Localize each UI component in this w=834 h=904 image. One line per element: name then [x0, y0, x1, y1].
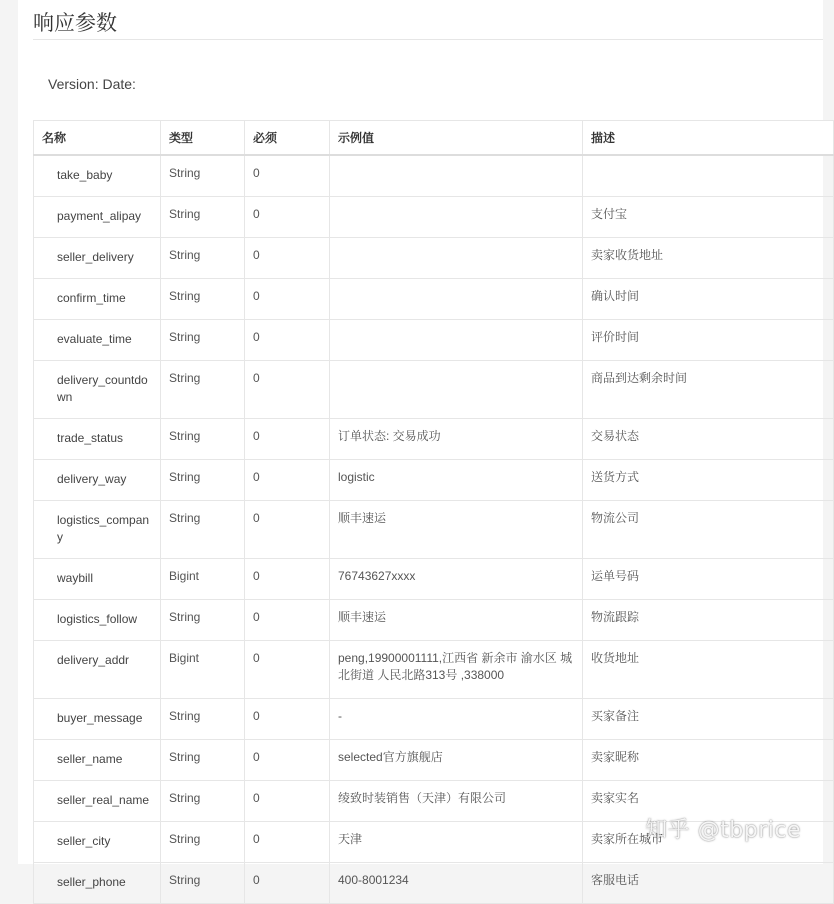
header-required: 必须 [245, 121, 330, 156]
cell-type: String [161, 600, 245, 641]
cell-required: 0 [245, 600, 330, 641]
cell-type: String [161, 501, 245, 559]
cell-example: logistic [330, 460, 583, 501]
cell-required: 0 [245, 320, 330, 361]
cell-example: selected官方旗舰店 [330, 740, 583, 781]
cell-type: String [161, 863, 245, 904]
cell-example: peng,19900001111,江西省 新余市 渝水区 城北街道 人民北路313号 ,338000 [330, 641, 583, 699]
table-row [34, 279, 834, 320]
cell-type: String [161, 320, 245, 361]
cell-required: 0 [245, 419, 330, 460]
table-row [34, 740, 834, 781]
cell-name: buyer_message [34, 699, 161, 740]
cell-description: 买家备注 [583, 699, 834, 740]
cell-type: String [161, 822, 245, 863]
header-description: 描述 [583, 121, 834, 156]
cell-type: String [161, 361, 245, 419]
cell-example [330, 279, 583, 320]
cell-name: confirm_time [34, 279, 161, 320]
cell-name: trade_status [34, 419, 161, 460]
table-row [34, 361, 834, 419]
cell-description: 卖家所在城市 [583, 822, 834, 863]
cell-name: delivery_way [34, 460, 161, 501]
cell-description [583, 155, 834, 197]
cell-example [330, 197, 583, 238]
params-table-container [33, 120, 833, 904]
cell-required: 0 [245, 699, 330, 740]
cell-type: String [161, 460, 245, 501]
header-example: 示例值 [330, 121, 583, 156]
cell-description: 评价时间 [583, 320, 834, 361]
cell-name: evaluate_time [34, 320, 161, 361]
cell-name: waybill [34, 559, 161, 600]
cell-required: 0 [245, 559, 330, 600]
cell-description: 收货地址 [583, 641, 834, 699]
cell-description: 卖家实名 [583, 781, 834, 822]
table-row [34, 559, 834, 600]
title-divider [33, 39, 823, 40]
watermark: 知乎 @tbprice [645, 818, 801, 843]
cell-type: Bigint [161, 559, 245, 600]
cell-description: 卖家昵称 [583, 740, 834, 781]
table-row [34, 238, 834, 279]
cell-example: 天津 [330, 822, 583, 863]
response-params-table [33, 120, 834, 904]
table-row [34, 320, 834, 361]
cell-example [330, 320, 583, 361]
version-line: Version: Date: [48, 76, 136, 92]
cell-type: String [161, 740, 245, 781]
cell-type: String [161, 699, 245, 740]
cell-name: seller_name [34, 740, 161, 781]
cell-type: String [161, 279, 245, 320]
table-row [34, 699, 834, 740]
cell-type: String [161, 238, 245, 279]
cell-description: 确认时间 [583, 279, 834, 320]
cell-description: 物流跟踪 [583, 600, 834, 641]
cell-required: 0 [245, 279, 330, 320]
cell-example [330, 361, 583, 419]
cell-type: String [161, 197, 245, 238]
table-row [34, 863, 834, 904]
cell-type: String [161, 155, 245, 197]
doc-page [18, 0, 823, 889]
cell-description: 运单号码 [583, 559, 834, 600]
cell-example: 76743627xxxx [330, 559, 583, 600]
table-row [34, 460, 834, 501]
cell-name: delivery_countdown [34, 361, 161, 419]
cell-required: 0 [245, 822, 330, 863]
table-row [34, 419, 834, 460]
cell-description: 客服电话 [583, 863, 834, 904]
cell-name: seller_phone [34, 863, 161, 904]
cell-required: 0 [245, 501, 330, 559]
cell-name: seller_city [34, 822, 161, 863]
cell-required: 0 [245, 361, 330, 419]
cell-description: 商品到达剩余时间 [583, 361, 834, 419]
table-row [34, 197, 834, 238]
cell-example: 绫致时装销售（天津）有限公司 [330, 781, 583, 822]
cell-name: delivery_addr [34, 641, 161, 699]
table-row [34, 641, 834, 699]
header-name: 名称 [34, 121, 161, 156]
cell-required: 0 [245, 641, 330, 699]
cell-type: String [161, 781, 245, 822]
cell-description: 物流公司 [583, 501, 834, 559]
cell-name: payment_alipay [34, 197, 161, 238]
cell-required: 0 [245, 238, 330, 279]
cell-name: seller_delivery [34, 238, 161, 279]
table-row [34, 600, 834, 641]
cell-required: 0 [245, 197, 330, 238]
table-row [34, 155, 834, 197]
table-header-row [34, 121, 834, 156]
cell-example [330, 238, 583, 279]
header-type: 类型 [161, 121, 245, 156]
cell-description: 交易状态 [583, 419, 834, 460]
cell-name: logistics_company [34, 501, 161, 559]
cell-name: seller_real_name [34, 781, 161, 822]
cell-name: logistics_follow [34, 600, 161, 641]
cell-description: 支付宝 [583, 197, 834, 238]
cell-name: take_baby [34, 155, 161, 197]
cell-description: 送货方式 [583, 460, 834, 501]
cell-required: 0 [245, 781, 330, 822]
cell-required: 0 [245, 863, 330, 904]
cell-example: 顺丰速运 [330, 600, 583, 641]
page-title: 响应参数 [33, 11, 117, 35]
cell-required: 0 [245, 155, 330, 197]
cell-type: String [161, 419, 245, 460]
cell-example: 顺丰速运 [330, 501, 583, 559]
table-row [34, 501, 834, 559]
cell-example: 400-8001234 [330, 863, 583, 904]
cell-example: - [330, 699, 583, 740]
cell-description: 卖家收货地址 [583, 238, 834, 279]
cell-example [330, 155, 583, 197]
cell-required: 0 [245, 740, 330, 781]
cell-required: 0 [245, 460, 330, 501]
cell-example: 订单状态: 交易成功 [330, 419, 583, 460]
cell-type: Bigint [161, 641, 245, 699]
